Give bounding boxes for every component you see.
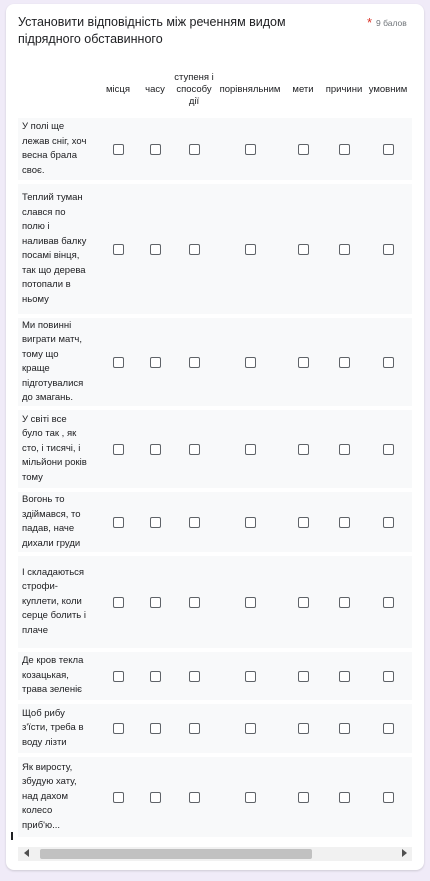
column-header: порівняльним <box>219 84 281 95</box>
grid-checkbox[interactable] <box>339 444 350 455</box>
grid-checkbox[interactable] <box>298 357 309 368</box>
grid-checkbox[interactable] <box>298 723 309 734</box>
grid-checkbox[interactable] <box>383 723 394 734</box>
grid-checkbox[interactable] <box>339 723 350 734</box>
grid-row <box>18 704 412 753</box>
row-label: У світі все було так , як сто, і тисячі, і мільйони років тому <box>22 413 87 483</box>
question-title: Установити відповідність між реченням видом підрядного обставинного <box>18 15 286 46</box>
grid-checkbox[interactable] <box>383 671 394 682</box>
grid-checkbox[interactable] <box>150 792 161 803</box>
column-header: мети <box>292 84 314 95</box>
cursor-mark <box>11 832 13 840</box>
grid-checkbox[interactable] <box>339 671 350 682</box>
row-label: Де кров текла козацькая, трава зеленіє <box>22 655 84 696</box>
grid-checkbox[interactable] <box>383 597 394 608</box>
grid-checkbox[interactable] <box>245 244 256 255</box>
grid-checkbox[interactable] <box>339 144 350 155</box>
column-header: причини <box>325 84 363 95</box>
grid-checkbox[interactable] <box>383 144 394 155</box>
grid-checkbox[interactable] <box>189 517 200 528</box>
grid-checkbox[interactable] <box>150 144 161 155</box>
checkbox-grid <box>18 60 412 844</box>
grid-checkbox[interactable] <box>383 244 394 255</box>
grid-checkbox[interactable] <box>113 244 124 255</box>
grid-checkbox[interactable] <box>298 792 309 803</box>
grid-checkbox[interactable] <box>113 357 124 368</box>
grid-row <box>18 652 412 700</box>
grid-checkbox[interactable] <box>298 144 309 155</box>
grid-checkbox[interactable] <box>383 792 394 803</box>
grid-row <box>18 318 412 406</box>
grid-checkbox[interactable] <box>298 597 309 608</box>
grid-checkbox[interactable] <box>150 444 161 455</box>
grid-checkbox[interactable] <box>245 723 256 734</box>
row-label: Теплий туман слався по полю і наливав балку посамі вінця, так що дерева потопали в ньому <box>22 192 87 305</box>
grid-checkbox[interactable] <box>245 357 256 368</box>
grid-checkbox[interactable] <box>383 444 394 455</box>
grid-checkbox[interactable] <box>150 723 161 734</box>
grid-checkbox[interactable] <box>113 517 124 528</box>
grid-checkbox[interactable] <box>189 357 200 368</box>
grid-checkbox[interactable] <box>150 357 161 368</box>
grid-checkbox[interactable] <box>245 444 256 455</box>
grid-checkbox[interactable] <box>339 792 350 803</box>
scrollbar-thumb[interactable] <box>40 849 312 859</box>
grid-checkbox[interactable] <box>113 597 124 608</box>
grid-checkbox[interactable] <box>113 792 124 803</box>
row-label: У полі ще лежав сніг, хоч весна брала своє. <box>22 121 87 176</box>
grid-checkbox[interactable] <box>189 444 200 455</box>
grid-checkbox[interactable] <box>383 517 394 528</box>
grid-checkbox[interactable] <box>189 792 200 803</box>
arrow-right-icon[interactable] <box>402 849 407 857</box>
grid-checkbox[interactable] <box>113 723 124 734</box>
grid-checkbox[interactable] <box>150 671 161 682</box>
grid-checkbox[interactable] <box>113 444 124 455</box>
grid-checkbox[interactable] <box>245 144 256 155</box>
grid-checkbox[interactable] <box>383 357 394 368</box>
grid-checkbox[interactable] <box>339 517 350 528</box>
grid-checkbox[interactable] <box>339 357 350 368</box>
points-label: 9 балов <box>376 18 407 28</box>
column-header: ступеня і способу дії <box>174 72 214 107</box>
grid-checkbox[interactable] <box>150 244 161 255</box>
grid-row <box>18 757 412 837</box>
column-header: місця <box>106 84 130 95</box>
grid-checkbox[interactable] <box>189 723 200 734</box>
grid-checkbox[interactable] <box>298 244 309 255</box>
grid-checkbox[interactable] <box>298 517 309 528</box>
grid-checkbox[interactable] <box>245 792 256 803</box>
grid-row <box>18 492 412 552</box>
grid-checkbox[interactable] <box>113 671 124 682</box>
grid-checkbox[interactable] <box>189 144 200 155</box>
grid-checkbox[interactable] <box>189 671 200 682</box>
row-label: Як виросту, збудую хату, над дахом колесо приб'ю... <box>22 761 77 831</box>
horizontal-scrollbar[interactable] <box>18 847 412 861</box>
grid-header <box>18 60 412 120</box>
grid-checkbox[interactable] <box>298 671 309 682</box>
grid-row <box>18 118 412 180</box>
grid-row <box>18 410 412 488</box>
row-label: І складаються строфи-куплети, коли серце болить і плаче <box>22 566 86 636</box>
grid-checkbox[interactable] <box>150 517 161 528</box>
arrow-left-icon[interactable] <box>24 849 29 857</box>
grid-checkbox[interactable] <box>189 244 200 255</box>
grid-checkbox[interactable] <box>245 671 256 682</box>
grid-checkbox[interactable] <box>339 597 350 608</box>
row-label: Ми повинні виграти матч, тому що краще підготувалися до змагань. <box>22 319 84 403</box>
grid-checkbox[interactable] <box>339 244 350 255</box>
grid-row <box>18 184 412 314</box>
column-header: умовним <box>368 84 408 95</box>
question-card <box>6 4 424 870</box>
grid-row <box>18 556 412 648</box>
grid-checkbox[interactable] <box>150 597 161 608</box>
grid-checkbox[interactable] <box>113 144 124 155</box>
grid-checkbox[interactable] <box>298 444 309 455</box>
row-label: Вогонь то здіймався, то падав, наче дихали груди <box>22 494 81 549</box>
grid-checkbox[interactable] <box>245 517 256 528</box>
row-label: Щоб рибу з'їсти, треба в воду лізти <box>22 707 84 748</box>
column-header: часу <box>145 84 165 95</box>
grid-checkbox[interactable] <box>245 597 256 608</box>
required-asterisk: * <box>367 15 373 30</box>
grid-checkbox[interactable] <box>189 597 200 608</box>
